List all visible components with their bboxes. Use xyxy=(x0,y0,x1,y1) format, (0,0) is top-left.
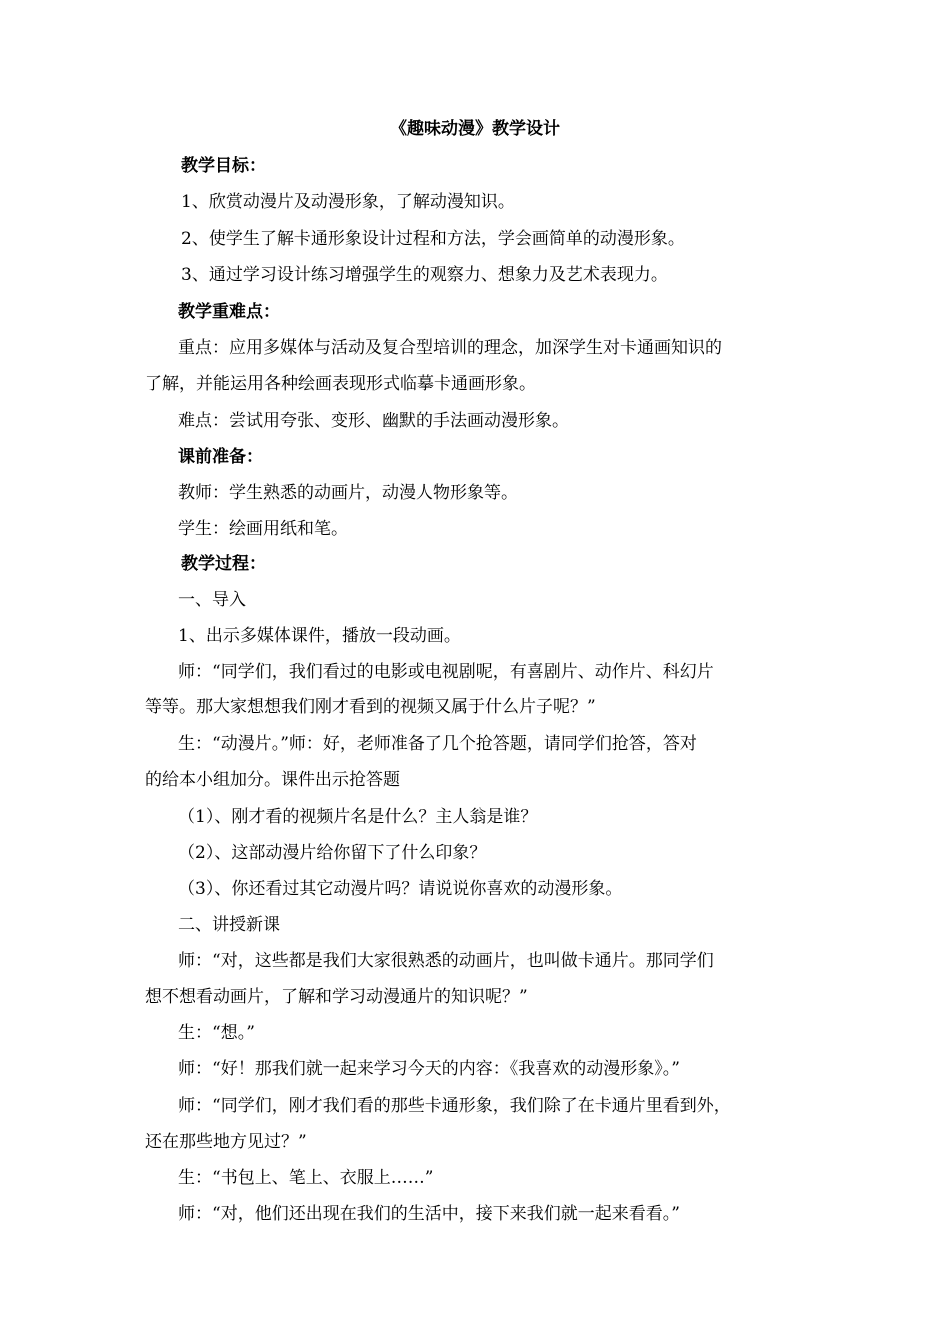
paragraph-line: 师：“对，他们还出现在我们的生活中，接下来我们就一起来看看。” xyxy=(178,1204,680,1224)
paragraph-line: 师：“对，这些都是我们大家很熟悉的动画片，也叫做卡通片。那同学们 xyxy=(178,951,714,971)
paragraph-line: 等等。那大家想想我们刚才看到的视频又属于什么片子呢？” xyxy=(145,697,596,717)
paragraph-line: 学生：绘画用纸和笔。 xyxy=(178,519,348,539)
document-title: 《趣味动漫》教学设计 xyxy=(390,119,560,139)
section-heading: 二、讲授新课 xyxy=(178,915,280,935)
paragraph-line: 师：“同学们，我们看过的电影或电视剧呢，有喜剧片、动作片、科幻片 xyxy=(178,662,714,682)
paragraph-line: 了解，并能运用各种绘画表现形式临摹卡通画形象。 xyxy=(145,374,536,394)
paragraph-line: 想不想看动画片，了解和学习动漫通片的知识呢？” xyxy=(145,987,528,1007)
paragraph-line: 生：“想。” xyxy=(178,1023,255,1043)
paragraph-line: 师：“同学们，刚才我们看的那些卡通形象，我们除了在卡通片里看到外， xyxy=(178,1096,731,1116)
question-line: （3）、你还看过其它动漫片吗？请说说你喜欢的动漫形象。 xyxy=(178,879,623,899)
heading-teaching-process: 教学过程： xyxy=(181,554,266,574)
heading-key-points: 教学重难点： xyxy=(178,302,280,322)
paragraph-line: 师：“好！那我们就一起来学习今天的内容：《我喜欢的动漫形象》。” xyxy=(178,1059,680,1079)
paragraph-line: 的给本小组加分。课件出示抢答题 xyxy=(145,770,400,790)
question-line: （1）、刚才看的视频片名是什么？主人翁是谁？ xyxy=(178,807,538,827)
heading-preparation: 课前准备： xyxy=(178,447,263,467)
paragraph-line: 2、使学生了解卡通形象设计过程和方法，学会画简单的动漫形象。 xyxy=(181,229,685,249)
paragraph-line: 重点：应用多媒体与活动及复合型培训的理念，加深学生对卡通画知识的 xyxy=(178,338,722,358)
paragraph-line: 难点：尝试用夸张、变形、幽默的手法画动漫形象。 xyxy=(178,411,569,431)
paragraph-line: 教师：学生熟悉的动画片，动漫人物形象等。 xyxy=(178,483,518,503)
paragraph-line: 生：“书包上、笔上、衣服上……” xyxy=(178,1168,434,1188)
section-heading: 一、导入 xyxy=(178,590,246,610)
paragraph-line: 1、出示多媒体课件，播放一段动画。 xyxy=(178,626,461,646)
paragraph-line: 1、欣赏动漫片及动漫形象，了解动漫知识。 xyxy=(181,192,515,212)
paragraph-line: 还在那些地方见过？” xyxy=(145,1132,307,1152)
heading-teaching-goals: 教学目标： xyxy=(181,156,266,176)
paragraph-line: 3、通过学习设计练习增强学生的观察力、想象力及艺术表现力。 xyxy=(181,265,668,285)
question-line: （2）、这部动漫片给你留下了什么印象？ xyxy=(178,843,487,863)
paragraph-line: 生：“动漫片。”师：好，老师准备了几个抢答题，请同学们抢答，答对 xyxy=(178,734,697,754)
